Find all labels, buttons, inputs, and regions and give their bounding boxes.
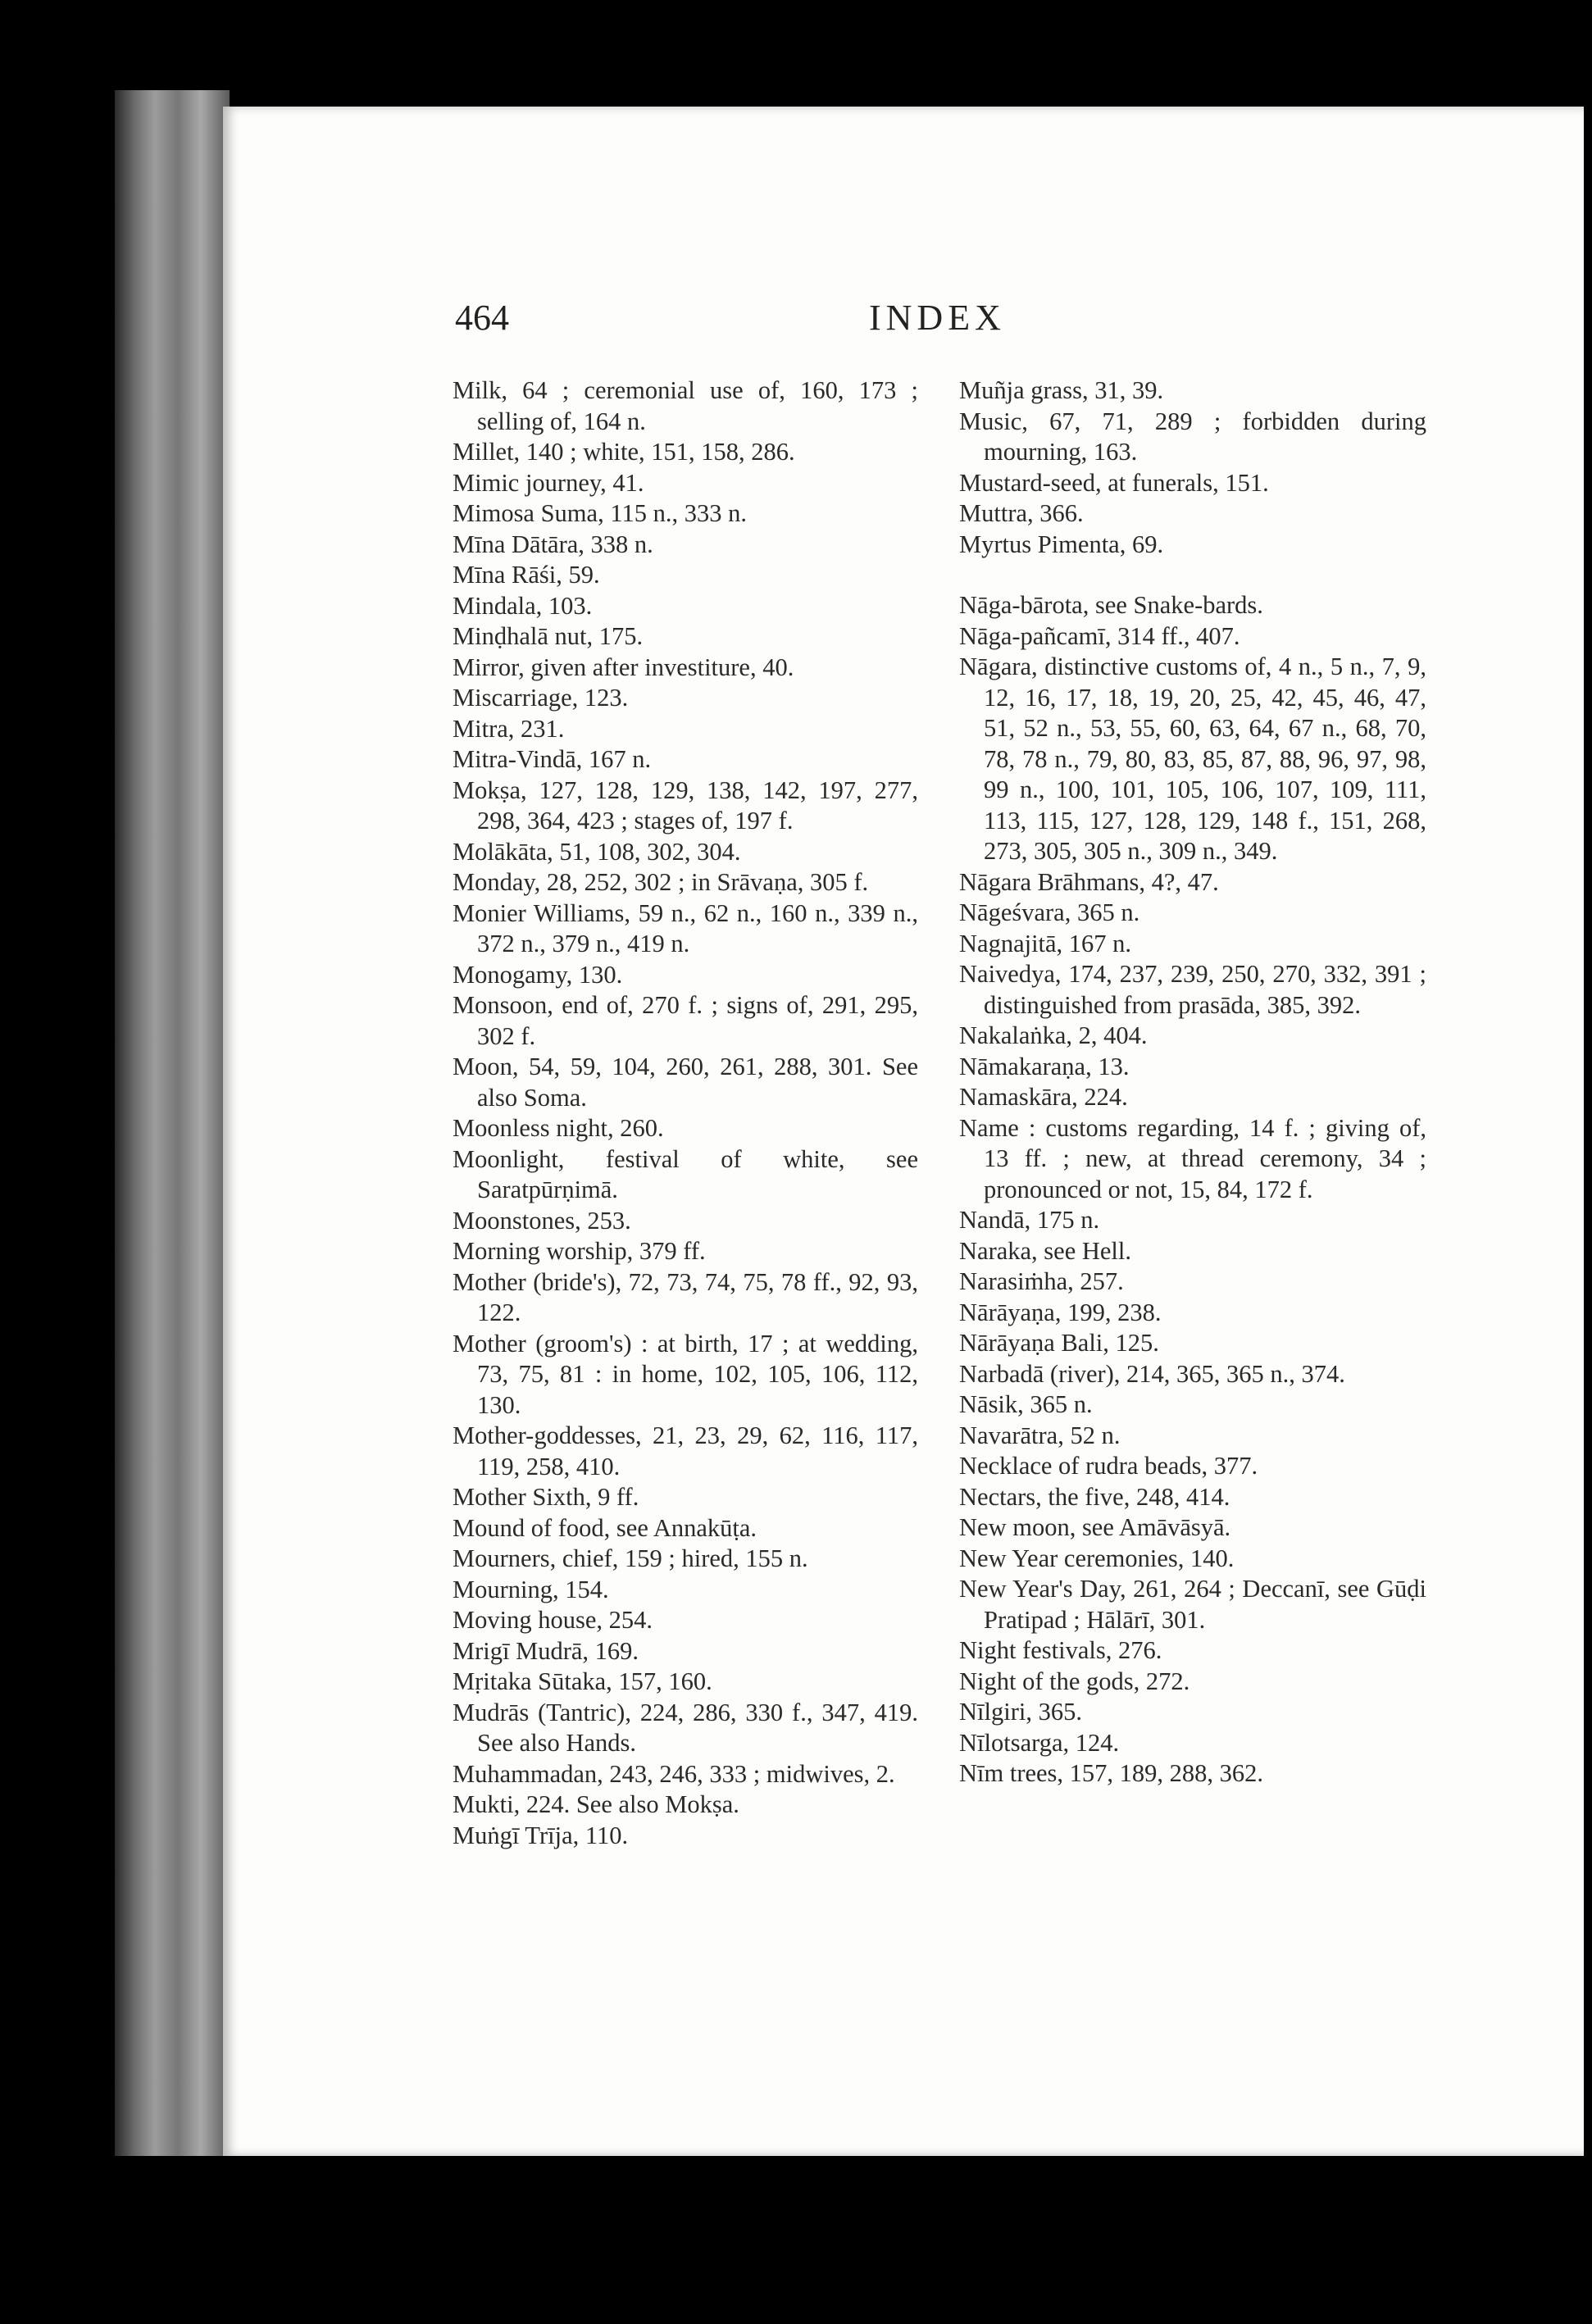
index-entry: Mound of food, see Annakūṭa. xyxy=(453,1513,757,1542)
index-entry: Necklace of rudra beads, 377. xyxy=(959,1452,1258,1480)
index-entry: Milk, 64 ; ceremonial use of, 160, 173 ; selling of, 164 n. xyxy=(453,376,918,435)
index-entry: Millet, 140 ; white, 151, 158, 286. xyxy=(453,438,795,466)
index-entry: Nāgara Brāhmans, 4?, 47. xyxy=(959,867,1219,896)
index-entry: Mirror, given after investiture, 40. xyxy=(453,653,794,681)
index-entry: Nīlotsarga, 124. xyxy=(959,1728,1120,1757)
index-entry: Mindala, 103. xyxy=(453,591,593,620)
index-entry: Nāgara, distinctive customs of, 4 n., 5 n., 7, 9, 12, 16, 17, 18, 19, 20, 25, 42, 45, 46, 47, 51, 52 n., 53, 55, 60, 63, 64, 67 n., 68, 70, 78, 78 n., 79, 80, 83, 85, 87, 88, 96, 97, 98, 99 n., 100, 101, 105, 106, 107, 109, 111, 113, 115, 127, 128, 129, 148 f., 151, 268, 273, 305, 305 n., 309 n., 349. xyxy=(959,653,1426,865)
index-entry: Mother-goddesses, 21, 23, 29, 62, 116, 117, 119, 258, 410. xyxy=(453,1421,918,1480)
index-entry: Narasiṁha, 257. xyxy=(959,1267,1124,1295)
index-entry: Nandā, 175 n. xyxy=(959,1206,1100,1234)
page-number: 464 xyxy=(455,298,509,338)
index-entry: Minḍhalā nut, 175. xyxy=(453,622,644,650)
index-entry: Mudrās (Tantric), 224, 286, 330 f., 347, 419. See also Hands. xyxy=(453,1698,918,1757)
index-entry: Monogamy, 130. xyxy=(453,960,623,989)
index-entry: Narbadā (river), 214, 365, 365 n., 374. xyxy=(959,1359,1345,1388)
index-entry: Nakalaṅka, 2, 404. xyxy=(959,1021,1148,1049)
index-entry: Mīna Rāśi, 59. xyxy=(453,561,600,589)
index-entry: Mokṣa, 127, 128, 129, 138, 142, 197, 277, 298, 364, 423 ; stages of, 197 f. xyxy=(453,775,918,835)
index-entry: Moon, 54, 59, 104, 260, 261, 288, 301. See also Soma. xyxy=(453,1053,918,1112)
index-entry: Nīm trees, 157, 189, 288, 362. xyxy=(959,1759,1264,1787)
letter-section-gap xyxy=(959,560,1426,590)
index-entry: Moonless night, 260. xyxy=(453,1114,664,1142)
index-entry: New Year ceremonies, 140. xyxy=(959,1544,1235,1572)
index-entry: Nāgeśvara, 365 n. xyxy=(959,898,1140,926)
index-entry: Miscarriage, 123. xyxy=(453,684,629,712)
index-entry: Mitra, 231. xyxy=(453,714,565,743)
index-entry: Mimosa Suma, 115 n., 333 n. xyxy=(453,499,747,527)
index-entry: Mourning, 154. xyxy=(453,1575,609,1603)
index-entry: Namaskāra, 224. xyxy=(959,1083,1128,1111)
index-entry: Nīlgiri, 365. xyxy=(959,1698,1082,1726)
index-entry: Nāga-bārota, see Snake-bards. xyxy=(959,591,1263,619)
index-entry: New moon, see Amāvāsyā. xyxy=(959,1513,1231,1541)
index-entry: Nārāyaṇa, 199, 238. xyxy=(959,1298,1162,1326)
index-column-right xyxy=(959,375,1426,1790)
index-entry: Monier Williams, 59 n., 62 n., 160 n., 339 n., 372 n., 379 n., 419 n. xyxy=(453,898,918,957)
index-entry: Mīna Dātāra, 338 n. xyxy=(453,530,653,558)
index-entry: Moonlight, festival of white, see Saratpūrṇimā. xyxy=(453,1144,918,1203)
index-entry: Muṅgī Trīja, 110. xyxy=(453,1821,629,1849)
index-entry: New Year's Day, 261, 264 ; Deccanī, see Gūḍi Pratipad ; Hālārī, 301. xyxy=(959,1575,1426,1634)
index-entry: Night festivals, 276. xyxy=(959,1636,1162,1664)
index-entry: Nārāyaṇa Bali, 125. xyxy=(959,1329,1159,1357)
index-entry: Naivedya, 174, 237, 239, 250, 270, 332, 391 ; distinguished from prasāda, 385, 392. xyxy=(959,960,1426,1019)
index-entry: Night of the gods, 272. xyxy=(959,1667,1190,1695)
index-entry: Monsoon, end of, 270 f. ; signs of, 291, 295, 302 f. xyxy=(453,991,918,1050)
index-entry: Morning worship, 379 ff. xyxy=(453,1237,706,1265)
index-column-left xyxy=(453,375,918,1851)
index-entry: Nāga-pañcamī, 314 ff., 407. xyxy=(959,621,1240,650)
index-entry: Nagnajitā, 167 n. xyxy=(959,929,1132,957)
index-entry: Nectars, the five, 248, 414. xyxy=(959,1482,1230,1511)
index-entry: Muhammadan, 243, 246, 333 ; midwives, 2. xyxy=(453,1759,895,1788)
index-entry: Mother (bride's), 72, 73, 74, 75, 78 ff., 92, 93, 122. xyxy=(453,1267,918,1326)
index-entry: Mrigī Mudrā, 169. xyxy=(453,1636,639,1665)
index-entry: Myrtus Pimenta, 69. xyxy=(959,530,1164,558)
index-entry: Music, 67, 71, 289 ; forbidden during mourning, 163. xyxy=(959,407,1426,466)
index-entry: Mourners, chief, 159 ; hired, 155 n. xyxy=(453,1544,808,1572)
index-entry: Mustard-seed, at funerals, 151. xyxy=(959,468,1269,497)
index-entry: Naraka, see Hell. xyxy=(959,1236,1132,1265)
index-entry: Muttra, 366. xyxy=(959,499,1084,527)
index-entry: Mṛitaka Sūtaka, 157, 160. xyxy=(453,1667,712,1695)
index-entry: Name : customs regarding, 14 f. ; giving of, 13 ff. ; new, at thread ceremony, 34 ; pronounced or not, 15, 84, 172 f. xyxy=(959,1113,1426,1203)
index-entry: Nāmakaraṇa, 13. xyxy=(959,1052,1130,1080)
book-spine xyxy=(115,90,230,2156)
index-entry: Mimic journey, 41. xyxy=(453,468,644,497)
index-entry: Navarātra, 52 n. xyxy=(959,1421,1121,1449)
index-entry: Mother Sixth, 9 ff. xyxy=(453,1483,639,1511)
index-entry: Molākāta, 51, 108, 302, 304. xyxy=(453,837,741,866)
index-entry: Muñja grass, 31, 39. xyxy=(959,376,1164,404)
index-entry: Monday, 28, 252, 302 ; in Srāvaṇa, 305 f. xyxy=(453,868,869,896)
index-entry: Mitra-Vindā, 167 n. xyxy=(453,745,652,773)
index-entry: Nāsik, 365 n. xyxy=(959,1390,1093,1418)
index-entry: Moving house, 254. xyxy=(453,1606,653,1634)
index-entry: Mukti, 224. See also Mokṣa. xyxy=(453,1790,739,1818)
index-entry: Moonstones, 253. xyxy=(453,1206,631,1235)
index-entry: Mother (groom's) : at birth, 17 ; at wedding, 73, 75, 81 : in home, 102, 105, 106, 112, 130. xyxy=(453,1329,918,1419)
running-head: INDEX xyxy=(869,298,1006,338)
